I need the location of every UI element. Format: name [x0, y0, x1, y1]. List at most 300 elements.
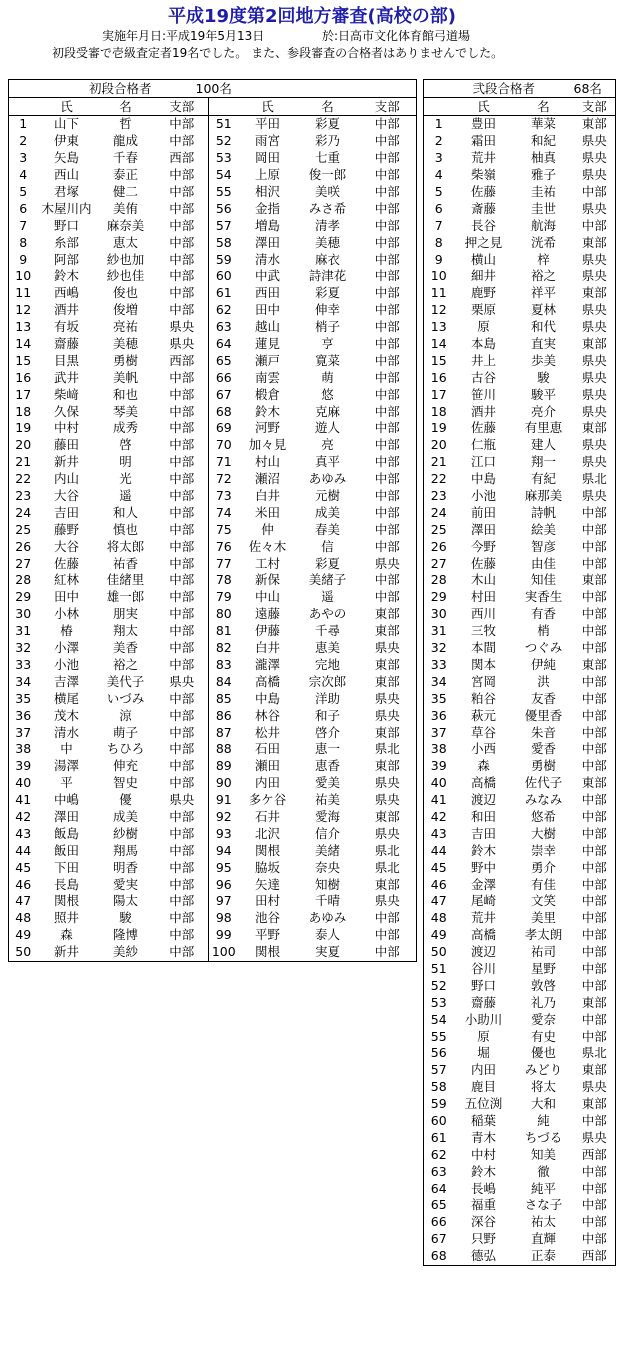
- given-name-cell: 慎也: [113, 521, 139, 537]
- row-number: 11: [430, 285, 447, 301]
- given-name-cell: 有香: [531, 606, 557, 622]
- row-number: 48: [430, 910, 447, 926]
- branch-cell: 東部: [374, 758, 400, 774]
- given-name-cell: 美穂: [113, 336, 139, 352]
- surname-cell: 鈴木: [255, 403, 281, 419]
- given-name-cell: 洋助: [315, 690, 341, 706]
- row-number: 59: [430, 1096, 447, 1112]
- row-number: 91: [209, 792, 239, 809]
- row-number: 95: [209, 859, 239, 876]
- given-name-cell: 千春: [113, 150, 139, 166]
- row-number: 71: [209, 454, 239, 471]
- row-number: 24: [430, 504, 447, 520]
- surname-cell: 相沢: [255, 184, 281, 199]
- branch-cell: 中部: [581, 690, 607, 706]
- table-row: [424, 251, 616, 268]
- surname-cell: 澤田: [470, 521, 496, 537]
- given-name-cell: 和人: [113, 504, 139, 520]
- given-name-cell: 清孝: [315, 217, 341, 233]
- branch-cell: 中部: [374, 319, 400, 335]
- branch-cell: 中部: [169, 386, 195, 402]
- row-number: 12: [430, 302, 447, 318]
- col-header-surname: 氏: [454, 98, 514, 116]
- given-name-cell: 友香: [531, 690, 557, 706]
- given-name-cell: 美代子: [106, 673, 145, 689]
- surname-cell: 酒井: [470, 403, 496, 419]
- surname-cell: 池谷: [255, 910, 281, 926]
- branch-cell: 中部: [169, 504, 195, 520]
- surname-cell: 横山: [470, 251, 496, 267]
- table-row: [424, 657, 616, 674]
- surname-cell: 野中: [470, 859, 496, 875]
- row-number: 93: [209, 825, 239, 842]
- surname-cell: 北沢: [255, 825, 281, 841]
- branch-cell: 県央: [374, 555, 400, 571]
- given-name-cell: 啓介: [315, 724, 341, 740]
- table-row: [9, 504, 417, 521]
- surname-cell: 齋藤: [470, 994, 496, 1010]
- row-number: 27: [430, 555, 447, 571]
- surname-cell: 栗原: [470, 302, 496, 318]
- surname-cell: 村田: [470, 589, 496, 605]
- surname-cell: 有坂: [53, 319, 79, 335]
- row-number: 23: [430, 488, 447, 504]
- table-row: [424, 1079, 616, 1096]
- row-number: 12: [15, 302, 32, 318]
- row-number: 8: [19, 234, 28, 250]
- row-number: 92: [209, 809, 239, 826]
- given-name-cell: 宗次郎: [308, 673, 347, 689]
- row-number: 38: [430, 741, 447, 757]
- table-row: [424, 471, 616, 488]
- row-number: 26: [15, 538, 32, 554]
- surname-cell: 遠藤: [255, 606, 281, 622]
- branch-cell: 中部: [169, 420, 195, 436]
- row-number: 11: [15, 285, 32, 301]
- branch-cell: 県北: [581, 471, 607, 487]
- given-name-cell: 華菜: [531, 116, 557, 132]
- row-number: 52: [209, 133, 239, 150]
- row-number: 38: [15, 741, 32, 757]
- branch-cell: 中部: [581, 217, 607, 233]
- given-name-cell: 直実: [531, 336, 557, 352]
- row-number: 1: [19, 116, 28, 132]
- branch-cell: 東部: [581, 420, 607, 436]
- given-name-cell: 千尋: [315, 623, 341, 639]
- table-row: [424, 200, 616, 217]
- table-row: [424, 1113, 616, 1130]
- branch-cell: 中部: [169, 403, 195, 419]
- table-row: [424, 825, 616, 842]
- row-number: 15: [430, 352, 447, 368]
- surname-cell: 澤田: [53, 808, 79, 824]
- row-number: 75: [209, 521, 239, 538]
- row-number: 5: [19, 184, 28, 199]
- row-number: 96: [209, 876, 239, 893]
- given-name-cell: 紗樹: [113, 825, 139, 841]
- surname-cell: 荒井: [470, 150, 496, 166]
- given-name-cell: 明: [119, 454, 132, 470]
- branch-cell: 中部: [169, 927, 195, 943]
- branch-cell: 中部: [581, 758, 607, 774]
- surname-cell: 尾崎: [470, 893, 496, 909]
- branch-cell: 県央: [374, 690, 400, 706]
- surname-cell: 福重: [470, 1197, 496, 1213]
- table-row: [9, 589, 417, 606]
- branch-cell: 中部: [169, 775, 195, 791]
- given-name-cell: 泰正: [113, 167, 139, 183]
- row-number: 46: [430, 876, 447, 892]
- row-number: 47: [430, 893, 447, 909]
- given-name-cell: さな子: [524, 1197, 563, 1213]
- surname-cell: 平野: [255, 927, 281, 943]
- exam-note: 初段受審で壱級査定者19名でした。 また、参段審査の合格者はありませんでした。: [52, 46, 504, 60]
- given-name-cell: 梢子: [315, 319, 341, 335]
- row-number: 78: [209, 572, 239, 589]
- given-name-cell: 亨: [321, 336, 334, 352]
- row-number: 6: [19, 200, 28, 216]
- surname-cell: 霜田: [470, 133, 496, 149]
- given-name-cell: 愛海: [315, 808, 341, 824]
- row-number: 44: [15, 842, 32, 858]
- branch-cell: 中部: [581, 910, 607, 926]
- given-name-cell: いづみ: [106, 690, 145, 706]
- surname-cell: 石田: [255, 741, 281, 757]
- surname-cell: 小助川: [464, 1011, 503, 1027]
- table-row: [9, 538, 417, 555]
- table-row: [9, 927, 417, 944]
- given-name-cell: 崇幸: [531, 842, 557, 858]
- branch-cell: 県央: [374, 893, 400, 909]
- given-name-cell: 優也: [531, 1045, 557, 1061]
- given-name-cell: 翔太: [113, 623, 139, 639]
- surname-cell: 本島: [470, 336, 496, 352]
- surname-cell: 原: [477, 1028, 490, 1044]
- row-number: 36: [430, 707, 447, 723]
- branch-cell: 中部: [374, 352, 400, 368]
- given-name-cell: 紗也佳: [106, 268, 145, 284]
- table-row: [424, 150, 616, 167]
- branch-cell: 中部: [374, 285, 400, 301]
- row-number: 7: [434, 217, 443, 233]
- branch-cell: 中部: [581, 927, 607, 943]
- branch-cell: 中部: [169, 876, 195, 892]
- surname-cell: 中武: [255, 268, 281, 284]
- row-number: 64: [209, 336, 239, 353]
- branch-cell: 中部: [581, 521, 607, 537]
- col-header-branch: 支部: [574, 98, 616, 116]
- row-number: 67: [430, 1231, 447, 1247]
- row-number: 10: [15, 268, 32, 284]
- given-name-cell: 佐代子: [524, 775, 563, 791]
- given-name-cell: 和子: [315, 707, 341, 723]
- given-name-cell: 愛奈: [531, 1011, 557, 1027]
- row-number: 57: [430, 1062, 447, 1078]
- branch-cell: 中部: [581, 1112, 607, 1128]
- surname-cell: 齋藤: [53, 336, 79, 352]
- table-row: [9, 200, 417, 217]
- branch-cell: 県北: [374, 859, 400, 875]
- surname-cell: 加々見: [248, 437, 287, 453]
- shodan-count: 100名: [156, 80, 417, 98]
- row-number: 66: [430, 1214, 447, 1230]
- table-row: [424, 285, 616, 302]
- branch-cell: 中部: [374, 488, 400, 504]
- surname-cell: 和田: [470, 808, 496, 824]
- row-number: 40: [15, 775, 32, 791]
- given-name-cell: 正泰: [531, 1248, 557, 1264]
- surname-cell: 原: [477, 319, 490, 335]
- surname-cell: 西嶋: [53, 285, 79, 301]
- given-name-cell: 大樹: [531, 825, 557, 841]
- row-number: 70: [209, 437, 239, 454]
- given-name-cell: 洸希: [531, 234, 557, 250]
- surname-cell: 増島: [255, 217, 281, 233]
- surname-cell: 関根: [53, 893, 79, 909]
- table-row: [9, 724, 417, 741]
- surname-cell: 武井: [53, 369, 79, 385]
- branch-cell: 中部: [581, 184, 607, 199]
- row-number: 19: [430, 420, 447, 436]
- surname-cell: 飯島: [53, 825, 79, 841]
- table-row: [9, 690, 417, 707]
- branch-cell: 県央: [581, 1079, 607, 1095]
- row-number: 41: [15, 792, 32, 808]
- row-number: 52: [430, 977, 447, 993]
- row-number: 45: [430, 859, 447, 875]
- given-name-cell: 奈央: [315, 859, 341, 875]
- table-row: [9, 352, 417, 369]
- surname-cell: 関本: [470, 656, 496, 672]
- given-name-cell: 朱音: [531, 724, 557, 740]
- branch-cell: 中部: [581, 842, 607, 858]
- table-row: [424, 336, 616, 353]
- surname-cell: 飯田: [53, 842, 79, 858]
- row-number: 43: [430, 825, 447, 841]
- table-row: [424, 488, 616, 505]
- row-number: 51: [209, 116, 239, 133]
- given-name-cell: 真平: [315, 454, 341, 470]
- row-number: 81: [209, 623, 239, 640]
- row-number: 82: [209, 640, 239, 657]
- given-name-cell: 伊純: [531, 656, 557, 672]
- row-number: 57: [209, 217, 239, 234]
- given-name-cell: 信: [321, 538, 334, 554]
- row-number: 79: [209, 589, 239, 606]
- branch-cell: 中部: [374, 927, 400, 943]
- table-row: [9, 741, 417, 758]
- row-number: 86: [209, 707, 239, 724]
- row-number: 28: [430, 572, 447, 588]
- given-name-cell: みさ希: [308, 200, 347, 216]
- row-number: 89: [209, 758, 239, 775]
- table-row: [9, 167, 417, 184]
- surname-cell: 白井: [255, 488, 281, 504]
- given-name-cell: 勇樹: [113, 352, 139, 368]
- branch-cell: 東部: [581, 285, 607, 301]
- branch-cell: 中部: [581, 859, 607, 875]
- row-number: 30: [15, 606, 32, 622]
- table-row: [9, 403, 417, 420]
- branch-cell: 中部: [169, 656, 195, 672]
- branch-cell: 県央: [581, 403, 607, 419]
- branch-cell: 中部: [169, 167, 195, 183]
- table-row: [9, 319, 417, 336]
- surname-cell: 田中: [53, 589, 79, 605]
- table-row: [9, 555, 417, 572]
- row-number: 7: [19, 217, 28, 233]
- surname-cell: 小池: [470, 488, 496, 504]
- table-row: [424, 1146, 616, 1163]
- surname-cell: 鹿目: [470, 1079, 496, 1095]
- given-name-cell: 美里: [531, 910, 557, 926]
- given-name-cell: 純: [537, 1112, 550, 1128]
- given-name-cell: 圭世: [531, 200, 557, 216]
- branch-cell: 県央: [581, 352, 607, 368]
- branch-cell: 中部: [581, 944, 607, 960]
- row-number: 62: [209, 302, 239, 319]
- row-number: 33: [15, 656, 32, 672]
- given-name-cell: ちづる: [524, 1129, 563, 1145]
- branch-cell: 中部: [169, 268, 195, 284]
- surname-cell: 大谷: [53, 488, 79, 504]
- branch-cell: 東部: [581, 572, 607, 588]
- given-name-cell: 純平: [531, 1180, 557, 1196]
- surname-cell: 荒井: [470, 910, 496, 926]
- row-number: 60: [209, 268, 239, 285]
- surname-cell: 林谷: [255, 707, 281, 723]
- table-row: [9, 673, 417, 690]
- row-number: 9: [19, 251, 28, 267]
- surname-cell: 下田: [53, 859, 79, 875]
- branch-cell: 県央: [169, 319, 195, 335]
- row-number: 40: [430, 775, 447, 791]
- given-name-cell: 勇介: [531, 859, 557, 875]
- row-number: 72: [209, 471, 239, 488]
- branch-cell: 中部: [169, 437, 195, 453]
- row-number: 80: [209, 606, 239, 623]
- surname-cell: 椴倉: [255, 386, 281, 402]
- row-number: 56: [430, 1045, 447, 1061]
- branch-cell: 県央: [374, 775, 400, 791]
- given-name-cell: 成美: [315, 504, 341, 520]
- branch-cell: 東部: [374, 876, 400, 892]
- surname-cell: 谷川: [470, 960, 496, 976]
- given-name-cell: 将太郎: [106, 538, 145, 554]
- row-number: 6: [434, 200, 443, 216]
- branch-cell: 県北: [374, 842, 400, 858]
- surname-cell: 金澤: [470, 876, 496, 892]
- branch-cell: 県央: [581, 133, 607, 149]
- given-name-cell: 大和: [531, 1096, 557, 1112]
- given-name-cell: 哲: [119, 116, 132, 132]
- surname-cell: 白井: [255, 640, 281, 656]
- table-row: [9, 116, 417, 133]
- row-number: 37: [15, 724, 32, 740]
- branch-cell: 県央: [581, 369, 607, 385]
- table-row: [424, 268, 616, 285]
- branch-cell: 中部: [374, 572, 400, 588]
- table-row: [9, 859, 417, 876]
- surname-cell: 瀧澤: [255, 656, 281, 672]
- given-name-cell: 祐司: [531, 944, 557, 960]
- table-row: [424, 555, 616, 572]
- table-row: [9, 285, 417, 302]
- table-row: [424, 217, 616, 234]
- given-name-cell: 涼: [119, 707, 132, 723]
- surname-cell: 目黒: [53, 352, 79, 368]
- given-name-cell: 祐美: [315, 792, 341, 808]
- row-number: 64: [430, 1180, 447, 1196]
- branch-cell: 中部: [581, 792, 607, 808]
- given-name-cell: あやの: [308, 606, 347, 622]
- surname-cell: 藤野: [53, 521, 79, 537]
- table-row: [424, 1096, 616, 1113]
- surname-cell: 工村: [255, 555, 281, 571]
- table-row: [9, 268, 417, 285]
- branch-cell: 中部: [374, 538, 400, 554]
- table-row: [424, 234, 616, 251]
- table-row: [424, 454, 616, 471]
- surname-cell: 藤田: [53, 437, 79, 453]
- surname-cell: 井上: [470, 352, 496, 368]
- branch-cell: 中部: [581, 640, 607, 656]
- table-row: [9, 792, 417, 809]
- table-row: [424, 116, 616, 133]
- table-row: [424, 1129, 616, 1146]
- surname-cell: 大谷: [53, 538, 79, 554]
- surname-cell: 清水: [255, 251, 281, 267]
- surname-cell: 田中: [255, 302, 281, 318]
- row-number: 17: [430, 386, 447, 402]
- branch-cell: 中部: [374, 302, 400, 318]
- row-number: 39: [15, 758, 32, 774]
- row-number: 61: [430, 1129, 447, 1145]
- table-row: [9, 572, 417, 589]
- surname-cell: 平: [60, 775, 73, 791]
- surname-cell: 小池: [53, 656, 79, 672]
- row-number: 41: [430, 792, 447, 808]
- row-number: 23: [15, 488, 32, 504]
- given-name-cell: 朋実: [113, 606, 139, 622]
- branch-cell: 中部: [581, 538, 607, 554]
- row-number: 18: [15, 403, 32, 419]
- given-name-cell: 克麻: [315, 403, 341, 419]
- branch-cell: 県央: [169, 336, 195, 352]
- given-name-cell: 駿平: [531, 386, 557, 402]
- surname-cell: 草谷: [470, 724, 496, 740]
- branch-cell: 県央: [581, 1129, 607, 1145]
- table-row: [424, 504, 616, 521]
- surname-cell: 瀬沼: [255, 471, 281, 487]
- surname-cell: 紅林: [53, 572, 79, 588]
- given-name-cell: 徹: [537, 1163, 550, 1179]
- col-header-branch: 支部: [156, 98, 209, 116]
- branch-cell: 中部: [169, 623, 195, 639]
- surname-cell: 長谷: [470, 217, 496, 233]
- table-row: [424, 690, 616, 707]
- branch-cell: 県央: [581, 302, 607, 318]
- given-name-cell: 美香: [113, 640, 139, 656]
- given-name-cell: 柚真: [531, 150, 557, 166]
- branch-cell: 中部: [169, 133, 195, 149]
- branch-cell: 中部: [374, 116, 400, 132]
- table-row: [424, 1163, 616, 1180]
- given-name-cell: 亮介: [531, 403, 557, 419]
- branch-cell: 中部: [169, 910, 195, 926]
- branch-cell: 中部: [169, 842, 195, 858]
- table-row: [9, 471, 417, 488]
